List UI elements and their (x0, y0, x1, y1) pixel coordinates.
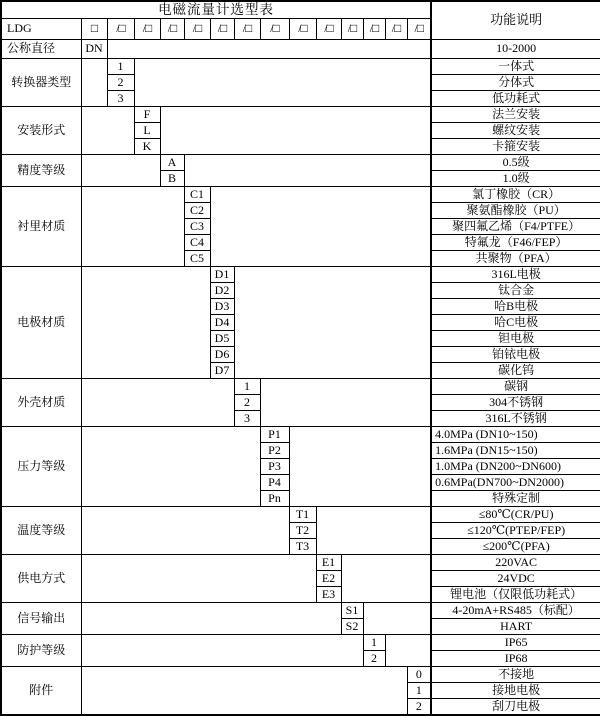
left-filler (81, 186, 184, 266)
option-function: 碳化钨 (431, 362, 600, 378)
option-function: 不接地 (431, 666, 600, 682)
option-code: L (134, 122, 160, 138)
right-filler (210, 186, 431, 266)
option-code: D2 (210, 282, 234, 298)
left-filler (81, 154, 160, 186)
diameter-filler (107, 39, 431, 58)
option-function: 哈C电极 (431, 314, 600, 330)
option-row (1, 154, 600, 170)
option-function: 0.5级 (431, 154, 600, 170)
option-code: Pn (260, 490, 289, 506)
option-function: 316L不锈钢 (431, 410, 600, 426)
option-row (1, 554, 600, 570)
option-function: 卡箍安装 (431, 138, 600, 154)
option-code: P2 (260, 442, 289, 458)
option-function: IP68 (431, 650, 600, 666)
option-row (1, 506, 600, 522)
right-filler (385, 634, 431, 666)
option-code: D3 (210, 298, 234, 314)
page-title: 电磁流量计选型表 (1, 1, 431, 18)
diameter-function: 10-2000 (431, 39, 600, 58)
model-slot-box: /□ (210, 18, 234, 39)
model-slot-box: /□ (289, 18, 316, 39)
model-slot-box: /□ (160, 18, 184, 39)
option-function: 24VDC (431, 570, 600, 586)
option-function: 一体式 (431, 58, 600, 74)
option-function: 特氟龙（F46/FEP） (431, 234, 600, 250)
model-slot-box: /□ (234, 18, 260, 39)
option-code: D6 (210, 346, 234, 362)
option-code: 2 (107, 74, 134, 90)
option-function: 法兰安装 (431, 106, 600, 122)
model-slot-box: /□ (134, 18, 160, 39)
option-code: B (160, 170, 184, 186)
option-code: 1 (107, 58, 134, 74)
right-filler (363, 602, 431, 634)
group-label: 压力等级 (1, 426, 81, 506)
option-function: 钽电极 (431, 330, 600, 346)
model-slot-box: /□ (184, 18, 210, 39)
model-box: □ (81, 18, 107, 39)
option-code: S2 (341, 618, 363, 634)
option-code: P1 (260, 426, 289, 442)
option-row (1, 634, 600, 650)
option-function: 0.6MPa(DN700~DN2000) (431, 474, 600, 490)
option-function: 304不锈钢 (431, 394, 600, 410)
model-prefix-label: LDG (1, 18, 81, 39)
option-function: 锂电池（仅限低功耗式） (431, 586, 600, 602)
right-filler (316, 506, 431, 554)
model-slot-box: /□ (363, 18, 385, 39)
option-code: C4 (184, 234, 210, 250)
option-function: 铂铱电极 (431, 346, 600, 362)
option-function: IP65 (431, 634, 600, 650)
option-function: ≤120℃(PTEP/FEP) (431, 522, 600, 538)
group-label: 衬里材质 (1, 186, 81, 266)
right-filler (134, 58, 431, 106)
option-code: C2 (184, 202, 210, 218)
left-filler (81, 666, 407, 715)
right-filler (341, 554, 431, 602)
option-row (1, 378, 600, 394)
option-function: 1.6MPa (DN15~150) (431, 442, 600, 458)
option-function: 分体式 (431, 74, 600, 90)
option-function: 哈B电极 (431, 298, 600, 314)
right-filler (260, 378, 431, 426)
nominal-diameter-row (1, 39, 600, 58)
option-code: P4 (260, 474, 289, 490)
option-code: E1 (316, 554, 341, 570)
option-function: 共聚物（PFA） (431, 250, 600, 266)
option-code: P3 (260, 458, 289, 474)
option-function: 220VAC (431, 554, 600, 570)
option-code: D4 (210, 314, 234, 330)
option-function: HART (431, 618, 600, 634)
left-filler (81, 378, 234, 426)
left-filler (81, 58, 107, 106)
option-code: D7 (210, 362, 234, 378)
group-label: 电极材质 (1, 266, 81, 378)
right-filler (160, 106, 431, 154)
group-label: 附件 (1, 666, 81, 715)
option-function: 1.0MPa (DN200~DN600) (431, 458, 600, 474)
group-label: 外壳材质 (1, 378, 81, 426)
right-filler (234, 266, 431, 378)
left-filler (81, 602, 341, 634)
option-function: 特殊定制 (431, 490, 600, 506)
option-code: C3 (184, 218, 210, 234)
option-code: D1 (210, 266, 234, 282)
option-function: 316L电极 (431, 266, 600, 282)
group-label: 防护等级 (1, 634, 81, 666)
option-row (1, 186, 600, 202)
group-label: 精度等级 (1, 154, 81, 186)
option-function: 聚氨酯橡胶（PU） (431, 202, 600, 218)
option-function: 4-20mA+RS485（标配） (431, 602, 600, 618)
model-slot-box: /□ (407, 18, 431, 39)
option-function: ≤200℃(PFA) (431, 538, 600, 554)
option-code: 1 (363, 634, 385, 650)
option-row (1, 426, 600, 442)
diameter-code: DN (81, 39, 107, 58)
option-function: 低功耗式 (431, 90, 600, 106)
option-code: D5 (210, 330, 234, 346)
left-filler (81, 266, 210, 378)
function-column-header: 功能说明 (431, 1, 600, 39)
option-function: 氯丁橡胶（CR） (431, 186, 600, 202)
option-code: 2 (234, 394, 260, 410)
left-filler (81, 554, 316, 602)
option-function: 接地电极 (431, 682, 600, 698)
option-function: ≤80℃(CR/PU) (431, 506, 600, 522)
option-code: 3 (107, 90, 134, 106)
option-row (1, 266, 600, 282)
option-function: 1.0级 (431, 170, 600, 186)
option-code: 1 (407, 682, 431, 698)
header-row (1, 1, 600, 18)
left-filler (81, 106, 134, 154)
option-function: 碳钢 (431, 378, 600, 394)
option-row (1, 666, 600, 682)
option-function: 聚四氟乙烯（F4/PTFE） (431, 218, 600, 234)
option-code: T3 (289, 538, 316, 554)
option-code: K (134, 138, 160, 154)
option-code: 3 (234, 410, 260, 426)
group-label: 转换器类型 (1, 58, 81, 106)
option-code: E2 (316, 570, 341, 586)
right-filler (184, 154, 431, 186)
option-code: 0 (407, 666, 431, 682)
option-function: 刮刀电极 (431, 698, 600, 715)
right-filler (289, 426, 431, 506)
model-slot-box: /□ (385, 18, 407, 39)
option-function: 钛合金 (431, 282, 600, 298)
option-code: E3 (316, 586, 341, 602)
option-code: C5 (184, 250, 210, 266)
option-row (1, 106, 600, 122)
option-row (1, 58, 600, 74)
group-label: 供电方式 (1, 554, 81, 602)
option-code: S1 (341, 602, 363, 618)
option-function: 4.0MPa (DN10~150) (431, 426, 600, 442)
group-label: 安装形式 (1, 106, 81, 154)
model-slot-box: /□ (341, 18, 363, 39)
model-slot-box: /□ (107, 18, 134, 39)
option-code: T2 (289, 522, 316, 538)
diameter-label: 公称直径 (1, 39, 81, 58)
option-code: F (134, 106, 160, 122)
model-slot-box: /□ (260, 18, 289, 39)
group-label: 信号输出 (1, 602, 81, 634)
left-filler (81, 506, 289, 554)
option-function: 螺纹安装 (431, 122, 600, 138)
group-label: 温度等级 (1, 506, 81, 554)
left-filler (81, 634, 363, 666)
option-code: T1 (289, 506, 316, 522)
option-row (1, 602, 600, 618)
option-code: A (160, 154, 184, 170)
left-filler (81, 426, 260, 506)
option-code: 2 (407, 698, 431, 715)
model-slot-box: /□ (316, 18, 341, 39)
option-code: 2 (363, 650, 385, 666)
option-code: C1 (184, 186, 210, 202)
option-code: 1 (234, 378, 260, 394)
